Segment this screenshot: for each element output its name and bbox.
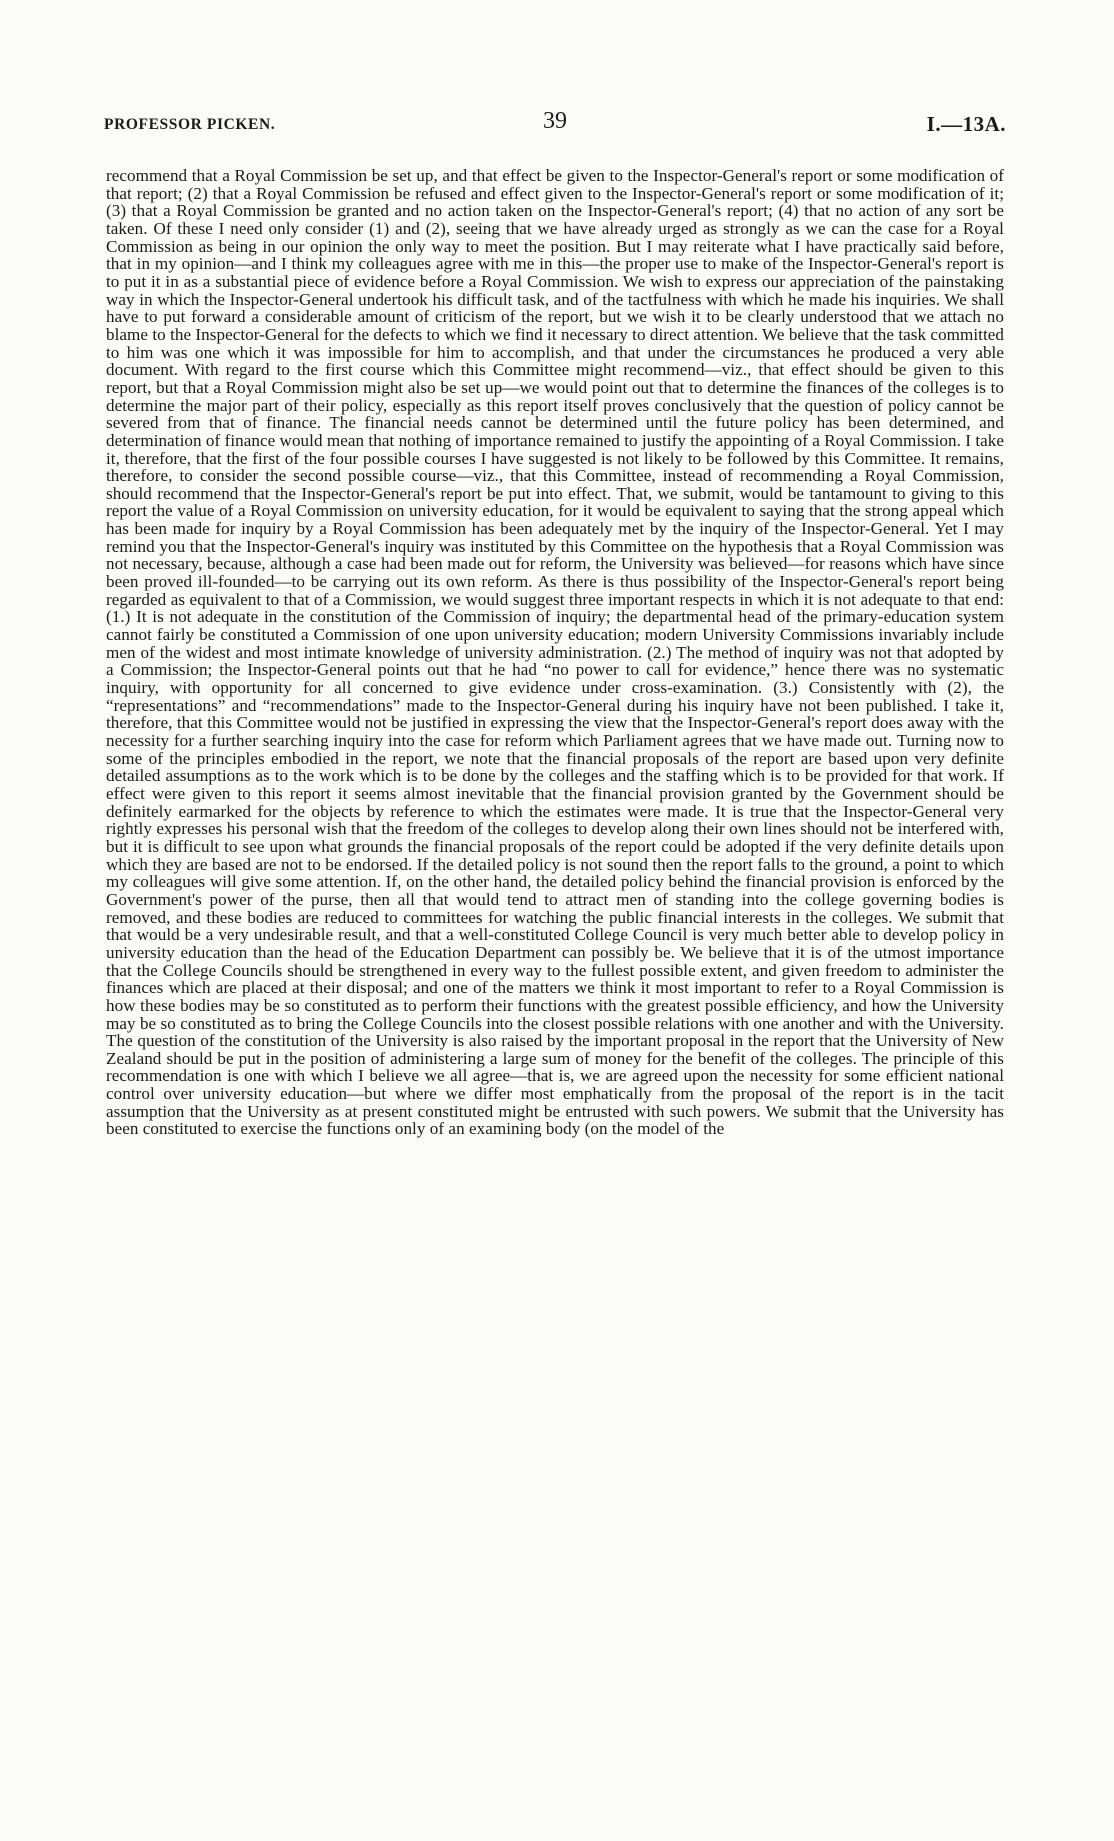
page-number: 39 bbox=[543, 108, 567, 134]
running-head: PROFESSOR PICKEN. bbox=[104, 116, 276, 133]
body-paragraph: recommend that a Royal Commission be set up, and that effect be given to the Inspector-General's report or some modification of that report; (2) that a Royal Commission be refused and effect given to the Inspector-General's report or some modification of it; (3) that a Royal Commission be granted and no action taken on the Inspector-General's report; (4) that no action of any sort be taken. Of these I need only consider (1) and (2), seeing that we have already urged as strongly as we can the case for a Royal Commission as being in our opinion the only way to meet the position. But I may reiterate what I have practically said before, that in my opinion—and I think my colleagues agree with me in this—the proper use to make of the Inspector-General's report is to put it in as a substantial piece of evidence before a Royal Commission. We wish to express our appreciation of the painstaking way in which the Inspector-General undertook his difficult task, and of the tactfulness with which he made his inquiries. We shall have to put forward a considerable amount of criticism of the report, but we wish it to be clearly understood that we attach no blame to the Inspector-General for the defects to which we find it necessary to direct attention. We believe that the task committed to him was one which it was impossible for him to accomplish, and that under the circumstances he produced a very able document. With regard to the first course which this Committee might recommend—viz., that effect should be given to this report, but that a Royal Commission might also be set up—we would point out that to determine the finances of the colleges is to determine the major part of their policy, especially as this report itself proves conclusively that the question of policy cannot be severed from that of finance. The financial needs cannot be determined until the future policy has been determined, and determination of finance would mean that nothing of importance remained to justify the appointing of a Royal Commission. I take it, therefore, that the first of the four possible courses I have suggested is not likely to be followed by this Committee. It remains, therefore, to consider the second possible course—viz., that this Committee, instead of recommending a Royal Commission, should recommend that the Inspector-General's report be put into effect. That, we submit, would be tantamount to giving to this report the value of a Royal Commission on university education, for it would be equivalent to saying that the strong appeal which has been made for inquiry by a Royal Commission has been adequately met by the inquiry of the Inspector-General. Yet I may remind you that the Inspector-General's inquiry was instituted by this Committee on the hypothesis that a Royal Commission was not necessary, because, although a case had been made out for reform, the University was believed—for reasons which have since been proved ill-founded—to be carrying out its own reform. As there is thus possibility of the Inspector-General's report being regarded as equivalent to that of a Commission, we would suggest three important respects in which it is not adequate to that end: (1.) It is not adequate in the constitution of the Commission of inquiry; the departmental head of the primary-education system cannot fairly be constituted a Commission of one upon university education; modern University Commissions invariably include men of the widest and most intimate knowledge of university administration. (2.) The method of inquiry was not that adopted by a Commission; the Inspector-General points out that he had “no power to call for evidence,” hence there was no systematic inquiry, with opportunity for all concerned to give evidence under cross-examination. (3.) Consistently with (2), the “representations” and “recommendations” made to the Inspector-General during his inquiry have not been published. I take it, therefore, that this Committee would not be justified in expressing the view that the Inspector-General's report does away with the necessity for a further searching inquiry into the case for reform which Parliament agrees that we have made out. Turning now to some of the principles embodied in the report, we note that the financial proposals of the report are based upon very definite detailed assumptions as to the work which is to be done by the colleges and the staffing which is to be provided for that work. If effect were given to this report it seems almost inevitable that the financial provision granted by the Government should be definitely earmarked for the objects by reference to which the estimates were made. It is true that the Inspector-General very rightly expresses his personal wish that the freedom of the colleges to develop along their own lines should not be interfered with, but it is difficult to see upon what grounds the financial proposals of the report could be adopted if the very definite details upon which they are based are not to be endorsed. If the detailed policy is not sound then the report falls to the ground, a point to which my colleagues will give some attention. If, on the other hand, the detailed policy behind the financial provision is enforced by the Government's power of the purse, then all that would tend to attract men of standing into the college governing bodies is removed, and these bodies are reduced to committees for watching the public financial interests in the colleges. We submit that that would be a very undesirable result, and that a well-constituted College Council is very much better able to develop policy in university education than the head of the Education Department can possibly be. We believe that it is of the utmost importance that the College Councils should be strengthened in every way to the fullest possible extent, and given freedom to administer the finances which are placed at their disposal; and one of the matters we think it most important to refer to a Royal Commission is how these bodies may be so constituted as to perform their functions with the greatest possible efficiency, and how the University may be so constituted as to bring the College Councils into the closest possible relations with one another and with the University. The question of the constitution of the University is also raised by the important proposal in the report that the University of New Zealand should be put in the position of administering a large sum of money for the benefit of the colleges. The principle of this recommendation is one with which I believe we all agree—that is, we are agreed upon the necessity for some efficient national control over university education—but where we differ most emphatically from the proposal of the report is in the tacit assumption that the University as at present constituted might be entrusted with such powers. We submit that the University has been constituted to exercise the functions only of an examining body (on the model of the bbox=[106, 166, 1004, 1139]
document-reference: I.—13A. bbox=[926, 112, 1006, 136]
page-header bbox=[104, 108, 1006, 138]
